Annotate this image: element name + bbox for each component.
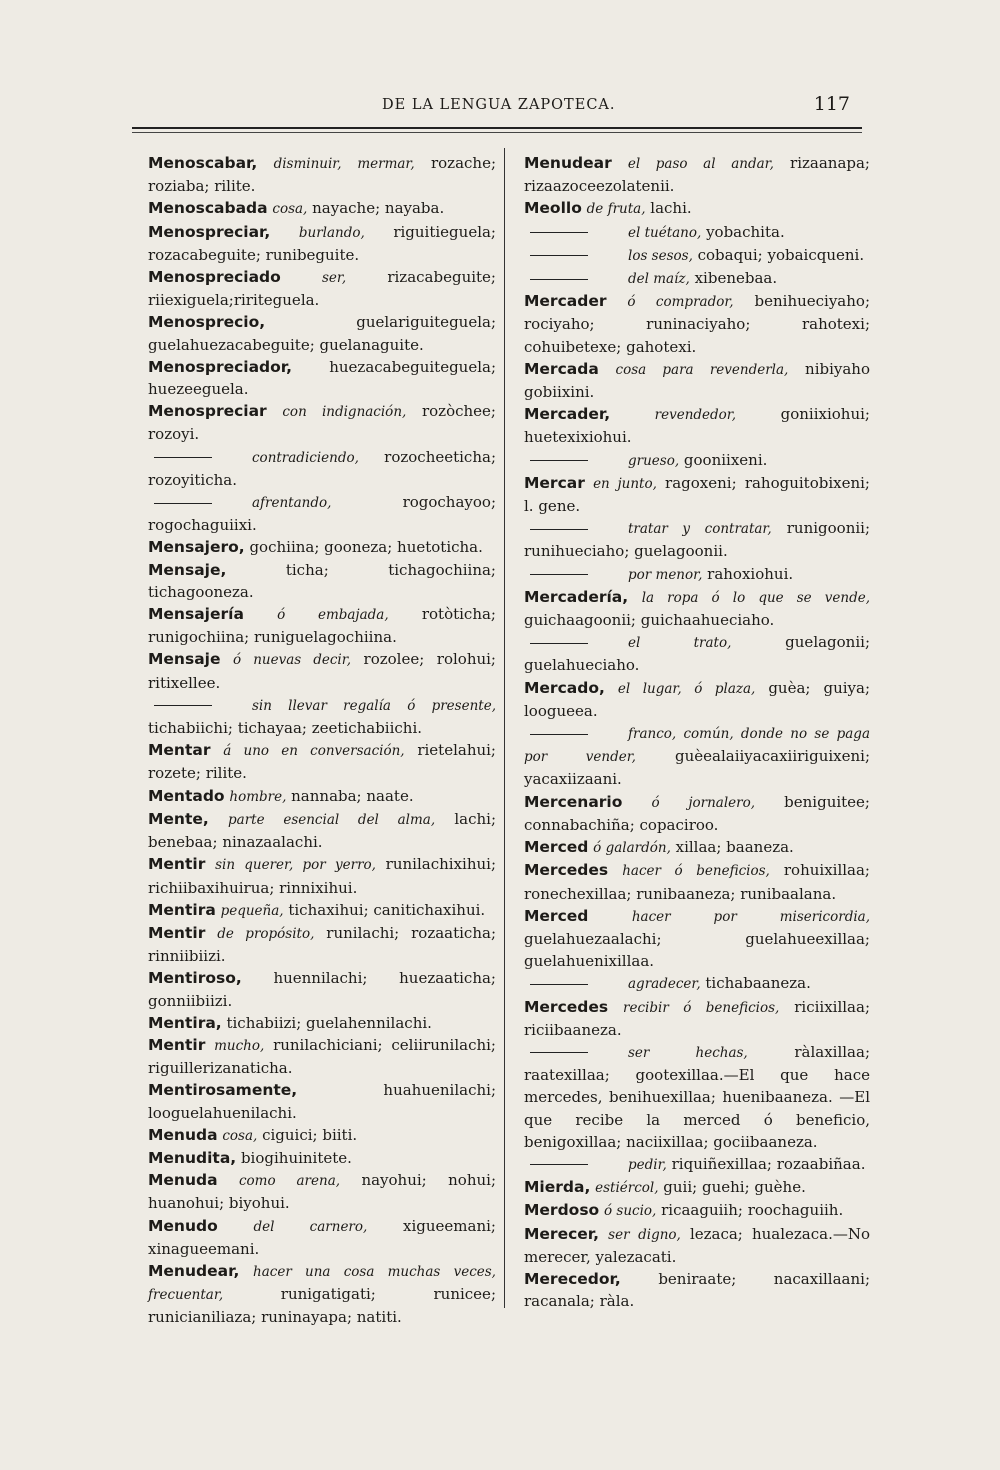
- entry-translation: rietelahui; rozete; rilite.: [148, 741, 496, 783]
- entry-translation: rizacabeguite; riiexiguela;ririteguela.: [148, 268, 496, 310]
- running-title: DE LA LENGUA ZAPOTECA.: [382, 97, 616, 113]
- entry-headword: Mensaje,: [148, 560, 227, 579]
- entry-translation: rizaanapa; rizaazoceezolatenii.: [524, 154, 870, 196]
- entry-translation: runilachiciani; celiirunilachi; riguillerizanaticha.: [148, 1035, 496, 1078]
- entry-headword: Mentira,: [148, 1013, 222, 1032]
- entry-gloss: revendedor,: [654, 407, 737, 424]
- entry-translation: guelariguiteguela; guelahuezacabeguite; guelanaguite.: [148, 313, 496, 354]
- entry-headword: Mercenario: [524, 792, 623, 811]
- dictionary-entry: [148, 152, 496, 197]
- entry-gloss: á uno en conversación,: [223, 743, 405, 760]
- entry-translation: guelahuezaalachi; guelahueexillaa; guelahuenixillaa.: [524, 929, 870, 971]
- entry-translation: xigueemani; xinagueemani.: [148, 1216, 496, 1258]
- entry-translation: ticha; tichagochiina; tichagooneza.: [148, 560, 496, 601]
- entry-translation: rogochayoo; rogochaguiixi.: [148, 493, 496, 535]
- entry-headword: Merced: [524, 906, 589, 925]
- dictionary-entry: [524, 152, 870, 197]
- dictionary-entry: [148, 446, 496, 491]
- entry-translation: gooniixeni.: [679, 450, 768, 469]
- entry-gloss: sin llevar regalía ó presente,: [252, 697, 496, 714]
- entry-gloss: ó sucio,: [603, 1203, 657, 1220]
- entry-translation-tail: yalezacati.: [590, 1247, 677, 1266]
- header-rule: [132, 127, 862, 129]
- dictionary-entry: [524, 1268, 870, 1312]
- entry-gloss: franco, común, donde no se paga por vender,: [524, 726, 870, 766]
- entry-headword: Merecer,: [524, 1224, 600, 1243]
- entry-translation: nayohui; nohui; huanohui; biyohui.: [148, 1171, 496, 1213]
- dictionary-entry: [524, 197, 870, 220]
- dictionary-entry: [148, 785, 496, 808]
- entry-headword: Mente,: [148, 809, 209, 828]
- entry-translation: rotòticha; runigochiina; runiguelagochiina.: [148, 605, 496, 647]
- entry-gloss: tratar y contratar,: [628, 521, 772, 538]
- entry-headword: Menudo: [148, 1216, 218, 1235]
- entry-translation: riciixillaa; riciibaaneza.: [524, 997, 870, 1039]
- entry-translation: guelagonii; guelahueciaho.: [524, 633, 870, 675]
- dictionary-entry: [524, 1223, 870, 1268]
- entry-translation: tichaxihui; canitichaxihui.: [283, 900, 486, 919]
- entry-headword: Menospreciar,: [148, 222, 271, 241]
- dictionary-entry: [148, 1169, 496, 1214]
- entry-translation: biogihuinitete.: [240, 1148, 352, 1167]
- dictionary-entry: [524, 677, 870, 722]
- dictionary-entry: [148, 739, 496, 784]
- entry-translation: rahoxiohui.: [702, 564, 794, 583]
- entry-translation: runilachi; rozaaticha; rinniibiizi.: [148, 923, 496, 966]
- entry-translation: ragoxeni; rahoguitobixeni; l. gene.: [524, 473, 870, 516]
- entry-translation: rozolee; rolohui; ritixellee.: [148, 650, 496, 692]
- dictionary-entry: [148, 648, 496, 693]
- entry-translation: ricaaguiih; roochaguiih.: [656, 1201, 844, 1220]
- entry-headword: Mercedes: [524, 997, 609, 1016]
- dictionary-entry: [148, 853, 496, 898]
- dictionary-entry: [148, 1147, 496, 1169]
- entry-headword: Mercedes: [524, 861, 609, 880]
- repeat-dash: [154, 503, 212, 504]
- dictionary-entry: [148, 694, 496, 739]
- entry-gloss: del carnero,: [253, 1218, 368, 1235]
- entry-translation: runilachixihui; richiibaxihuirua; rinnixihui.: [148, 855, 496, 897]
- entry-translation: rozòchee; rozoyi.: [148, 402, 496, 444]
- repeat-dash: [530, 232, 588, 233]
- repeat-dash: [530, 574, 588, 575]
- entry-headword: Merdoso: [524, 1201, 600, 1220]
- dictionary-entry: [148, 808, 496, 853]
- dictionary-entry: [524, 267, 870, 290]
- entry-translation: lezaca; hualezaca.—No merecer,: [524, 1224, 870, 1266]
- dictionary-entry: [148, 1124, 496, 1147]
- entry-translation: xillaa; baaneza.: [670, 838, 794, 857]
- dictionary-entry: [148, 1079, 496, 1123]
- entry-headword: Mentir: [148, 923, 206, 942]
- dictionary-entry: [524, 1176, 870, 1199]
- entry-headword: Mentar: [148, 741, 211, 760]
- dictionary-entry: [148, 899, 496, 922]
- entry-translation: tichabiizi; guelahennilachi.: [226, 1013, 432, 1032]
- entry-translation: guèa; guiya; loogueea.: [524, 678, 870, 720]
- entry-headword: Menuda: [148, 1125, 218, 1144]
- entry-gloss: ó jornalero,: [651, 794, 756, 811]
- entry-gloss: del maíz,: [628, 271, 690, 288]
- entry-translation: riguitieguela; rozacabeguite; runibeguite.: [148, 222, 496, 264]
- dictionary-entry: [524, 449, 870, 472]
- entry-translation: rohuixillaa; ronechexillaa; runibaaneza; runibaalana.: [524, 861, 870, 903]
- entry-gloss: mucho,: [214, 1037, 265, 1054]
- entry-translation: lachi.: [645, 199, 692, 218]
- header-rule-thin: [132, 132, 862, 133]
- entry-gloss: los sesos,: [628, 247, 693, 264]
- entry-translation: nibiyaho gobiixini.: [524, 359, 870, 402]
- entry-gloss: burlando,: [298, 224, 365, 241]
- dictionary-entry: [524, 472, 870, 517]
- dictionary-entry: [524, 244, 870, 267]
- entry-translation: huahuenilachi; looguelahuenilachi.: [148, 1081, 496, 1122]
- repeat-dash: [154, 705, 212, 706]
- repeat-dash: [530, 734, 588, 735]
- entry-headword: Mierda,: [524, 1178, 591, 1197]
- entry-gloss: por menor,: [628, 566, 703, 583]
- entry-headword: Meollo: [524, 199, 582, 218]
- dictionary-entry: [524, 836, 870, 859]
- dictionary-entry: [148, 400, 496, 445]
- entry-gloss: con indignación,: [282, 404, 407, 421]
- dictionary-entry: [148, 967, 496, 1011]
- entry-gloss: ó embajada,: [277, 607, 389, 624]
- entry-gloss: grueso,: [628, 452, 680, 469]
- entry-translation: beniguitee; connabachiña; copaciroo.: [524, 792, 870, 834]
- entry-gloss: cosa,: [272, 201, 308, 218]
- entry-gloss: sin querer, por yerro,: [215, 857, 376, 874]
- entry-translation: yobachita.: [701, 222, 785, 241]
- entry-translation: tichabiichi; tichayaa; zeetichabiichi.: [148, 719, 423, 738]
- entry-headword: Mentir: [148, 1035, 206, 1054]
- entry-gloss: ó comprador,: [627, 294, 734, 311]
- entry-gloss: parte esencial del alma,: [228, 811, 436, 828]
- entry-headword: Mercadería,: [524, 587, 629, 606]
- repeat-dash: [530, 643, 588, 644]
- right-column: [524, 152, 870, 1312]
- dictionary-entry: [524, 1199, 870, 1222]
- repeat-dash: [530, 1052, 588, 1053]
- entry-headword: Mercar: [524, 473, 585, 492]
- repeat-dash: [530, 460, 588, 461]
- dictionary-entry: [524, 791, 870, 836]
- entry-translation: guèealaiiyacaxiiriguixeni; yacaxiizaani.: [524, 747, 870, 789]
- entry-translation: riquiñexillaa; rozaabiñaa.: [666, 1154, 866, 1173]
- entry-headword: Mercado,: [524, 678, 605, 697]
- entry-translation: guichaagoonii; guichaahueciaho.: [524, 611, 775, 630]
- dictionary-entry: [148, 536, 496, 558]
- entry-gloss: recibir ó beneficios,: [623, 999, 780, 1016]
- entry-headword: Mentado: [148, 786, 225, 805]
- page-number: 117: [813, 93, 850, 115]
- entry-headword: Menospreciado: [148, 268, 281, 287]
- entry-translation: cobaqui; yobaicqueni.: [692, 245, 865, 264]
- entry-translation: huezacabeguiteguela; huezeeguela.: [148, 357, 496, 399]
- dictionary-entry: [524, 972, 870, 995]
- column-divider: [504, 148, 505, 1308]
- entry-gloss: el lugar, ó plaza,: [617, 680, 756, 697]
- dictionary-entry: [524, 290, 870, 358]
- dictionary-entry: [148, 197, 496, 220]
- entry-translation: runigatigati; runicee; runicianiliaza; runinayapa; natiti.: [148, 1285, 496, 1327]
- entry-translation: lachi; benebaa; ninazaalachi.: [148, 809, 496, 852]
- dictionary-entry: [524, 996, 870, 1041]
- entry-translation: guii; guehi; guèhe.: [658, 1178, 806, 1197]
- entry-translation: goniixiohui; huetexixiohui.: [524, 405, 870, 447]
- dictionary-entry: [148, 603, 496, 648]
- entry-headword: Menudita,: [148, 1148, 237, 1167]
- entry-translation: tichabaaneza.: [700, 974, 811, 993]
- dictionary-entry: [524, 517, 870, 562]
- dictionary-entry: [148, 1012, 496, 1034]
- entry-gloss: hacer ó beneficios,: [622, 863, 770, 880]
- entry-headword: Menuda: [148, 1171, 218, 1190]
- entry-gloss: disminuir, mermar,: [273, 156, 415, 172]
- entry-headword: Mercader,: [524, 405, 611, 424]
- entry-translation: rozache; roziaba; rilite.: [148, 154, 496, 196]
- dictionary-entry: [524, 905, 870, 973]
- entry-gloss: hacer por misericordia,: [631, 908, 870, 925]
- entry-gloss: ó nuevas decir,: [233, 652, 351, 669]
- entry-gloss: el tuétano,: [628, 224, 702, 241]
- entry-headword: Menudear: [524, 154, 612, 172]
- dictionary-entry: [148, 266, 496, 311]
- repeat-dash: [530, 255, 588, 256]
- dictionary-entry: [148, 1260, 496, 1329]
- entry-gloss: ó galardón,: [593, 840, 671, 857]
- dictionary-entry: [148, 491, 496, 536]
- entry-headword: Mentirosamente,: [148, 1081, 298, 1100]
- entry-gloss: el paso al andar,: [627, 156, 774, 172]
- dictionary-entry: [524, 859, 870, 904]
- entry-gloss: pedir,: [628, 1156, 667, 1173]
- entry-headword: Mentir: [148, 855, 206, 874]
- dictionary-entry: [148, 922, 496, 967]
- entry-gloss: como arena,: [238, 1173, 341, 1190]
- entry-headword: Mentiroso,: [148, 969, 242, 988]
- entry-headword: Menoscabar,: [148, 154, 258, 172]
- entry-translation: rozocheeticha; rozoyiticha.: [148, 447, 496, 489]
- entry-gloss: cosa para revenderla,: [615, 361, 789, 378]
- entry-gloss: hombre,: [229, 788, 287, 805]
- entry-gloss: hacer una cosa muchas veces, frecuentar,: [148, 1263, 496, 1304]
- entry-headword: Mensaje: [148, 650, 221, 669]
- dictionary-entry: [148, 221, 496, 266]
- entry-headword: Menospreciar: [148, 402, 267, 421]
- entry-headword: Menoscabada: [148, 199, 268, 218]
- entry-headword: Menospreciador,: [148, 357, 293, 376]
- repeat-dash: [530, 529, 588, 530]
- entry-translation: benihueciyaho; rociyaho; runinaciyaho; rahotexi; cohuibetexe; gahotexi.: [524, 292, 870, 356]
- dictionary-entry: [524, 722, 870, 791]
- dictionary-entry: [524, 1041, 870, 1153]
- entry-gloss: afrentando,: [252, 495, 332, 512]
- dictionary-entry: [524, 221, 870, 244]
- entry-gloss: pequeña,: [220, 902, 284, 919]
- dictionary-entry: [524, 358, 870, 403]
- entry-headword: Mensajero,: [148, 538, 245, 557]
- dictionary-entry: [524, 563, 870, 586]
- entry-headword: Mercader: [524, 292, 607, 311]
- entry-translation: xibenebaa.: [689, 269, 778, 288]
- dictionary-entry: [148, 356, 496, 400]
- dictionary-entry: [148, 1215, 496, 1260]
- entry-gloss: cosa,: [222, 1127, 258, 1144]
- repeat-dash: [530, 279, 588, 280]
- entry-translation: ràlaxillaa; raatexillaa; gootexillaa.—El que hace mercedes, benihuexillaa; huenibaaneza. —El que recibe la merced ó beneficio, benigoxillaa; naciixillaa; gociibaaneza.: [524, 1042, 870, 1151]
- repeat-dash: [530, 1164, 588, 1165]
- entry-gloss: ser,: [321, 270, 347, 287]
- entry-gloss: de fruta,: [586, 201, 646, 218]
- entry-translation: nayache; nayaba.: [307, 199, 445, 218]
- dictionary-entry: [148, 311, 496, 355]
- entry-translation: nannaba; naate.: [286, 786, 414, 805]
- entry-gloss: ser digno,: [608, 1226, 681, 1243]
- entry-gloss: el trato,: [628, 635, 732, 652]
- page-header: [132, 93, 862, 121]
- entry-gloss: de propósito,: [217, 925, 315, 942]
- dictionary-entry: [524, 586, 870, 631]
- entry-gloss: ser hechas,: [628, 1044, 748, 1061]
- entry-headword: Merecedor,: [524, 1269, 621, 1288]
- entry-gloss: agradecer,: [628, 976, 701, 993]
- repeat-dash: [530, 984, 588, 985]
- dictionary-entry: [524, 403, 870, 448]
- repeat-dash: [154, 457, 212, 458]
- entry-gloss: la ropa ó lo que se vende,: [641, 589, 870, 606]
- dictionary-entry: [524, 631, 870, 676]
- left-column: [148, 152, 496, 1329]
- entry-headword: Merced: [524, 838, 589, 857]
- entry-headword: Mentira: [148, 900, 216, 919]
- entry-headword: Menudear,: [148, 1261, 240, 1280]
- entry-translation: beniraate; nacaxillaani; racanala; ràla.: [524, 1269, 870, 1311]
- entry-gloss: contradiciendo,: [252, 449, 359, 466]
- entry-headword: Mensajería: [148, 605, 244, 624]
- entry-gloss: en junto,: [593, 475, 657, 492]
- entry-translation: ciguici; biiti.: [257, 1125, 358, 1144]
- entry-gloss: estiércol,: [595, 1180, 659, 1197]
- entry-translation: runigoonii; runihueciaho; guelagoonii.: [524, 519, 871, 561]
- dictionary-entry: [524, 1153, 870, 1176]
- dictionary-entry: [148, 559, 496, 603]
- entry-headword: Menosprecio,: [148, 313, 266, 332]
- entry-translation: huennilachi; huezaaticha; gonniibiizi.: [148, 969, 496, 1010]
- entry-headword: Mercada: [524, 359, 599, 378]
- entry-translation: gochiina; gooneza; huetoticha.: [249, 538, 483, 557]
- dictionary-entry: [148, 1034, 496, 1079]
